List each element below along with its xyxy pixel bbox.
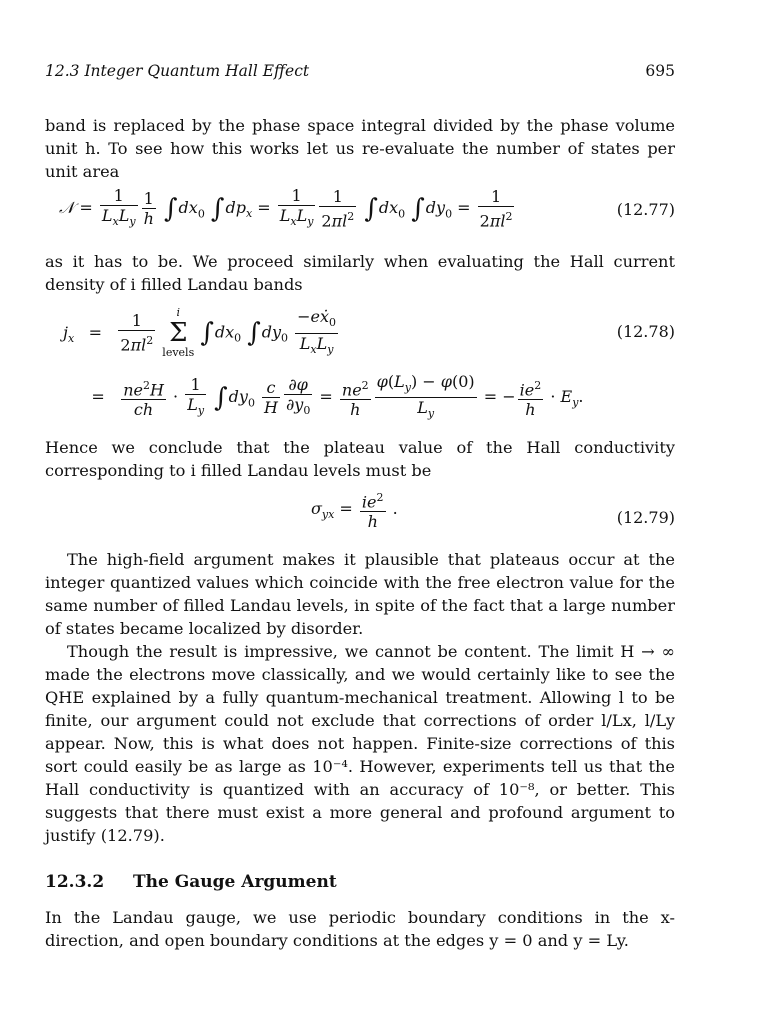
paragraph-hall-current: as it has to be. We proceed similarly when evaluating the Hall current density of i filled Landau bands [45,252,675,294]
equation-12-78-line1: $j_x$ = $\frac{1}{2\pi l^2}$ i Σ levels $\int dx_0$ $\int dy_0$ $\frac{-eẋ_0}{L_xL_y}$ [63,306,337,359]
equation-12-77 [45,186,675,234]
equation-12-78 [45,306,675,430]
sum-symbol: i Σ levels [162,306,195,359]
paragraph-impressive: Though the result is impressive, we cannot be content. The limit H → ∞ made the electrons move classically, and we would certainly like to see the QHE explained by a fully quantum-mechanical treatment. Allowing l to be finite, our argument could not exclude that corrections of order l/Lx, l/Ly appear. Now, this is what does not happen. Finite-size corrections of this sort could easily be as large as 10⁻⁴. However, experiments tell us that the Hall conductivity is quantized with an accuracy of 10⁻⁸, or better. This suggests that there must exist a more general and profound argument to justify (12.79). [45,642,675,845]
section-number: 12.3.2 [45,872,105,892]
running-title: 12.3 Integer Quantum Hall Effect [45,62,310,80]
section-heading [45,872,337,892]
section-title: The Gauge Argument [133,872,337,892]
equation-number: (12.78) [616,322,675,341]
equation-12-79 [45,488,675,538]
equation-number: (12.79) [616,508,675,527]
equation-12-78-line2: = $\frac{ne^2H}{ch}$ · $\frac{1}{L_y}$ $\int dy_0$ $\frac{c}{H}$ $\frac{\partial\varphi}{\partial y_0}$ = $\frac{ne^2}{h}$ $\frac{\varphi(L_y) - \varphi(0)}{L_y}$ = − $\frac{ie^2}{h}$ · $E_y$. [91,372,584,421]
equation-12-79-body: $\sigma_{yx}$ = $\frac{ie^2}{h}$ . [311,488,398,531]
running-header [45,62,675,86]
paragraph-plateau: Hence we conclude that the plateau value of the Hall conductivity corresponding to i filled Landau levels must be [45,438,675,480]
equation-12-77-body: 𝒩 = $\frac{1}{L_xL_y}$ $\frac{1}{h}$ $\int dx_0$ $\int dp_x$ = $\frac{1}{L_xL_y}$ $\frac{1}{2\pi l^2}$ $\int dx_0$ $\int dy_0$ = $\frac{1}{2\pi l^2}$ [59,186,513,231]
paragraph-intro: band is replaced by the phase space integral divided by the phase volume unit h. To see how this works let us re-evaluate the number of states per unit area [45,116,675,181]
paragraph-landau-gauge: In the Landau gauge, we use periodic boundary conditions in the x-direction, and open boundary conditions at the edges y = 0 and y = Ly. [45,908,675,950]
equation-number: (12.77) [616,200,675,219]
page-number: 695 [645,62,675,80]
paragraph-high-field: The high-field argument makes it plausible that plateaus occur at the integer quantized values which coincide with the free electron value for the same number of filled Landau levels, in spite of the fact that a large number of states became localized by disorder. [45,550,675,638]
